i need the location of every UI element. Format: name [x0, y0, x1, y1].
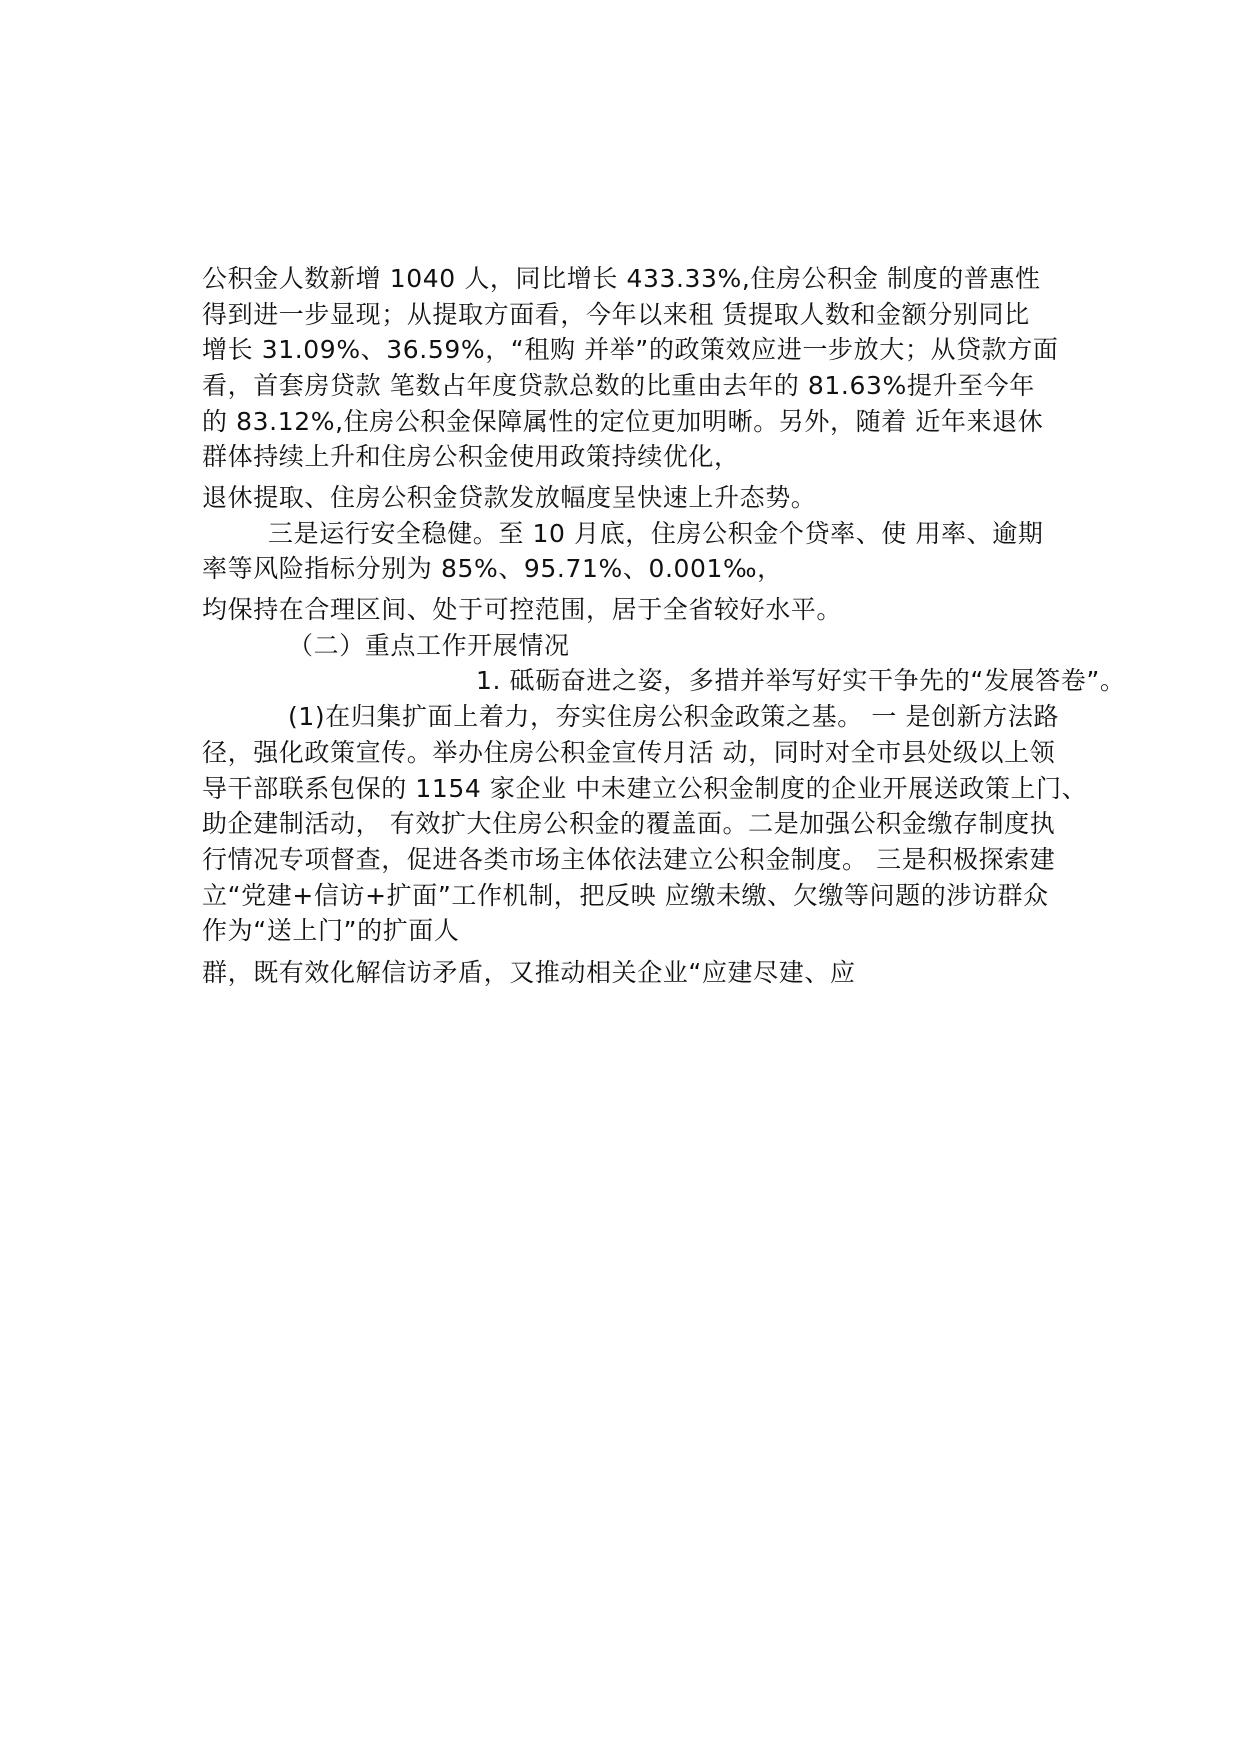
text-line-20: 群，既有效化解信访矛盾，又推动相关企业“应建尽建、应: [202, 958, 856, 987]
text-line-3: 增长 31.09%、36.59%，“租购 并举”的政策效应进一步放大；从贷款方面: [202, 335, 1059, 364]
text-line-1: 公积金人数新增 1040 人，同比增长 433.33%,住房公积金 制度的普惠性: [202, 264, 1041, 293]
text-line-15: 导干部联系包保的 1154 家企业 中未建立公积金制度的企业开展送政策上门、: [202, 774, 1088, 803]
text-line-7: 退休提取、住房公积金贷款发放幅度呈快速上升态势。: [202, 483, 817, 512]
text-line-19: 作为“送上门”的扩面人: [202, 916, 460, 945]
text-line-5: 的 83.12%,住房公积金保障属性的定位更加明晰。另外，随着 近年来退休: [202, 407, 1044, 436]
section-heading: （二）重点工作开展情况: [288, 631, 570, 660]
text-line-2: 得到进一步显现；从提取方面看，今年以来租 赁提取人数和金额分别同比: [202, 300, 1030, 329]
text-line-16: 助企建制活动， 有效扩大住房公积金的覆盖面。二是加强公积金缴存制度执: [202, 809, 1056, 838]
text-line-8: 三是运行安全稳健。至 10 月底，住房公积金个贷率、使 用率、逾期: [268, 519, 1044, 548]
text-line-9: 率等风险指标分别为 85%、95.71%、0.001‰，: [202, 554, 783, 583]
text-line-13: (1)在归集扩面上着力，夯实住房公积金政策之基。 一 是创新方法路: [288, 702, 1060, 731]
text-line-14: 径，强化政策宣传。举办住房公积金宣传月活 动，同时对全市县处级以上领: [202, 738, 1056, 767]
text-line-10: 均保持在合理区间、处于可控范围，居于全省较好水平。: [202, 595, 843, 624]
text-line-6: 群体持续上升和住房公积金使用政策持续优化，: [202, 442, 740, 471]
text-line-18: 立“党建+信访+扩面”工作机制，把反映 应缴未缴、欠缴等问题的涉访群众: [202, 881, 1049, 910]
text-line-17: 行情况专项督查，促进各类市场主体依法建立公积金制度。 三是积极探索建: [202, 845, 1056, 874]
text-line-4: 看，首套房贷款 笔数占年度贷款总数的比重由去年的 81.63%提升至今年: [202, 371, 1035, 400]
subsection-heading: 1. 砥砺奋进之姿，多措并举写好实干争先的“发展答卷”。: [476, 666, 1126, 695]
